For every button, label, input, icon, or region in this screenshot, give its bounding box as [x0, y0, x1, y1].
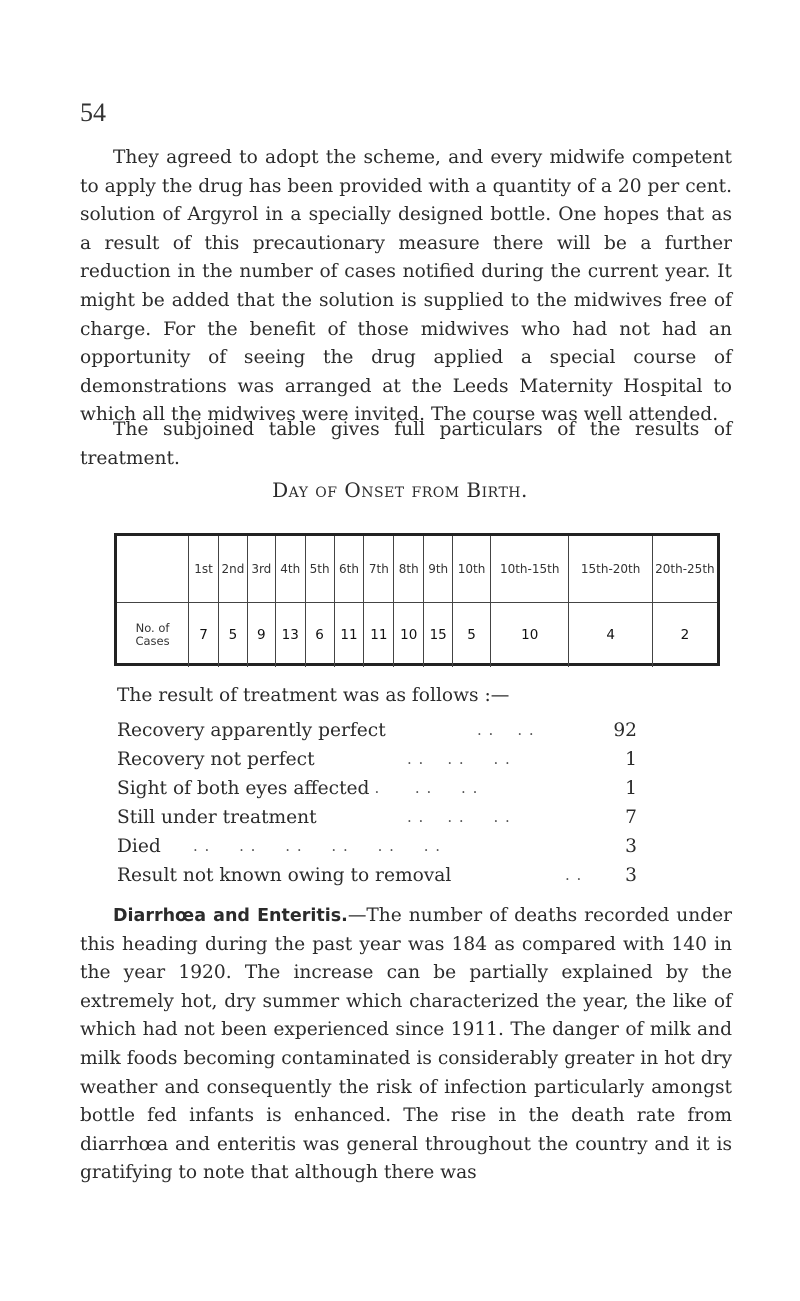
table-column-header: 4th: [275, 536, 305, 603]
result-value: 92: [613, 720, 637, 741]
table-cell: 2: [652, 603, 717, 668]
result-value: 3: [625, 836, 637, 857]
table-column-header: 8th: [394, 536, 424, 603]
page-number: 54: [80, 98, 106, 127]
table-corner-cell: [117, 536, 189, 603]
table-cell: 13: [275, 603, 305, 668]
dot-leader: . . . . . .: [407, 808, 511, 826]
table-column-header: 10th-15th: [490, 536, 568, 603]
list-item: [117, 803, 637, 832]
table-cell: 15: [424, 603, 453, 668]
table-column-header: 7th: [364, 536, 394, 603]
dot-leader: . . . . . .: [407, 750, 511, 768]
table-column-header: 10th: [453, 536, 491, 603]
table-cell: 4: [569, 603, 652, 668]
table-column-header: 9th: [424, 536, 453, 603]
table-cell: 7: [189, 603, 219, 668]
table-cell: 6: [305, 603, 334, 668]
section-heading: Diarrhœa and Enteritis.: [113, 906, 348, 926]
table-cell: 9: [247, 603, 275, 668]
result-label: Result not known owing to removal: [117, 865, 452, 886]
table-row-label: No. of Cases: [135, 621, 170, 648]
table-column-header: 2nd: [218, 536, 247, 603]
table-cell: 11: [334, 603, 364, 668]
results-intro: The result of treatment was as follows :—: [117, 685, 510, 706]
list-item: [117, 832, 637, 861]
table-column-header: 15th-20th: [569, 536, 652, 603]
list-item: [117, 861, 637, 890]
result-label: Died: [117, 836, 161, 857]
result-label: Recovery apparently perfect: [117, 720, 386, 741]
section-text: —The number of deaths recorded under this heading during the past year was 184 as compared with 140 in the year 1920. The increase can be partially explained by the extremely hot, dry summer which characterized the year, the like of which had not been experienced since 1911. The danger of milk and milk foods becoming contaminated is considerably greater in hot dry weather and consequently the risk of infection particularly amongst bottle fed infants is enhanced. The rise in the death rate from diarrhœa and enteritis was general throughout the country and it is gratifying to note that although there was: [80, 905, 732, 1184]
table-column-header: 1st: [189, 536, 219, 603]
paragraph-diarrhoea-enteritis: [80, 902, 732, 1188]
table-cell: 11: [364, 603, 394, 668]
onset-table-frame: [114, 533, 720, 666]
table-header-row: [117, 536, 717, 603]
table-column-header: 6th: [334, 536, 364, 603]
onset-table: [117, 536, 717, 667]
result-value: 7: [625, 807, 637, 828]
paragraph-argyrol-scheme: They agreed to adopt the scheme, and every midwife competent to apply the drug has been provided with a quantity of a 20 per cent. solution of Argyrol in a specially designed bottle. One hopes that as a result of this precautionary measure there will be a further reduction in the number of cases notified during the current year. It might be added that the solution is supplied to the midwives free of charge. For the benefit of those midwives who had not had an opportunity of seeing the drug applied a special course of demonstrations was arranged at the Leeds Maternity Hospital to which all the midwives were invited. The course was well attended.: [80, 147, 732, 426]
table-cell: 5: [218, 603, 247, 668]
table-title: Day of Onset from Birth.: [272, 478, 528, 502]
result-value: 1: [625, 749, 637, 770]
dot-leader: . .: [565, 866, 583, 884]
dot-leader: . . . . . . . . . . . .: [193, 837, 442, 855]
table-cell: 10: [394, 603, 424, 668]
paragraph-table-intro: The subjoined table gives full particulars of the results of treatment.: [80, 419, 732, 469]
dot-leader: . . . . . .: [363, 779, 479, 797]
table-row: [117, 603, 717, 668]
result-label: Sight of both eyes affected: [117, 778, 370, 799]
results-list: [117, 716, 637, 890]
list-item: [117, 716, 637, 745]
table-cell: 10: [490, 603, 568, 668]
list-item: [117, 745, 637, 774]
table-cell: 5: [453, 603, 491, 668]
result-value: 3: [625, 865, 637, 886]
table-column-header: 3rd: [247, 536, 275, 603]
result-value: 1: [625, 778, 637, 799]
table-column-header: 20th-25th: [652, 536, 717, 603]
result-label: Recovery not perfect: [117, 749, 315, 770]
table-column-header: 5th: [305, 536, 334, 603]
dot-leader: . . . .: [477, 721, 535, 739]
result-label: Still under treatment: [117, 807, 317, 828]
list-item: [117, 774, 637, 803]
